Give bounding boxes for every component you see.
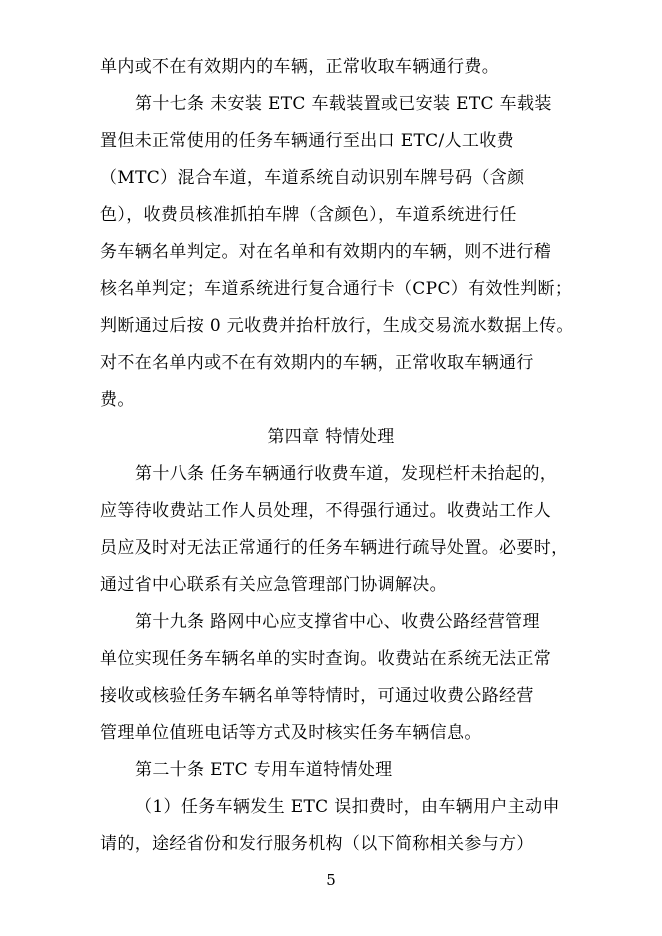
text-line-7: 核名单判定；车道系统进行复合通行卡（CPC）有效性判断； <box>100 279 573 299</box>
page-number: 5 <box>326 871 336 889</box>
text-line-9: 对不在名单内或不在有效期内的车辆，正常收取车辆通行 <box>100 353 534 373</box>
article-17-heading-line: 第十七条 未安装 ETC 车载装置或已安装 ETC 车载装 <box>135 94 552 114</box>
text-line-19: 管理单位值班电话等方式及时核实任务车辆信息。 <box>100 723 482 743</box>
text-line-6: 务车辆名单判定。对在名单和有效期内的车辆，则不进行稽 <box>100 242 552 262</box>
text-line-4: （MTC）混合车道，车道系统自动识别车牌号码（含颜 <box>100 168 525 188</box>
text-line-3: 置但未正常使用的任务车辆通行至出口 ETC/人工收费 <box>100 131 514 151</box>
text-line-13: 应等待收费站工作人员处理，不得强行通过。收费站工作人 <box>100 501 552 521</box>
article-19-heading-line: 第十九条 路网中心应支撑省中心、收费公路经营管理 <box>135 612 540 632</box>
article-20-heading-line: 第二十条 ETC 专用车道特情处理 <box>135 760 393 780</box>
article-18-heading-line: 第十八条 任务车辆通行收费车道，发现栏杆未抬起的， <box>135 464 558 484</box>
text-line-15: 通过省中心联系有关应急管理部门协调解决。 <box>100 575 447 595</box>
text-line-14: 员应及时对无法正常通行的任务车辆进行疏导处置。必要时， <box>100 538 569 558</box>
item-1-line: （1）任务车辆发生 ETC 误扣费时，由车辆用户主动申 <box>135 797 560 817</box>
text-line-10: 费。 <box>100 390 135 410</box>
text-line-17: 单位实现任务车辆名单的实时查询。收费站在系统无法正常 <box>100 649 552 669</box>
text-line-22: 请的，途经省份和发行服务机构（以下简称相关参与方） <box>100 834 534 854</box>
text-line-8: 判断通过后按 0 元收费并抬杆放行，生成交易流水数据上传。 <box>100 316 574 336</box>
text-line-1: 单内或不在有效期内的车辆，正常收取车辆通行费。 <box>100 57 500 77</box>
chapter-4-title: 第四章 特情处理 <box>267 427 395 447</box>
text-line-5: 色），收费员核准抓拍车牌（含颜色），车道系统进行任 <box>100 205 517 225</box>
text-line-18: 接收或核验任务车辆名单等特情时，可通过收费公路经营 <box>100 686 534 706</box>
